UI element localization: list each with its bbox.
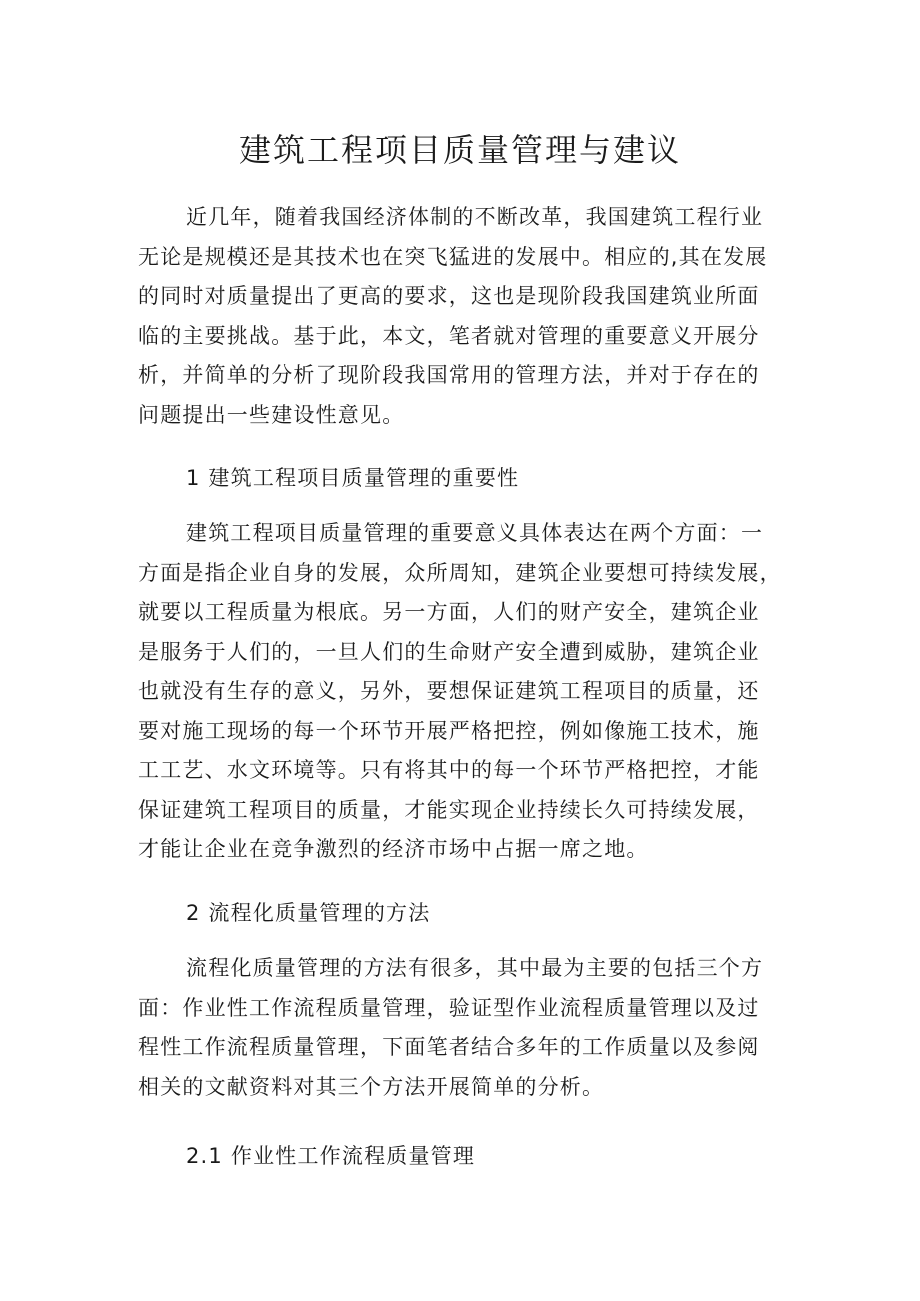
intro-line: 析，并简单的分析了现阶段我国常用的管理方法，并对于存在的	[138, 363, 760, 387]
section-1-line: 保证建筑工程项目的质量，才能实现企业持续长久可持续发展，	[138, 797, 760, 822]
section-2-paragraph	[138, 949, 790, 1107]
section-1-line: 也就没有生存的意义，另外，要想保证建筑工程项目的质量，还	[138, 679, 760, 703]
intro-line: 的同时对质量提出了更高的要求，这也是现阶段我国建筑业所面	[138, 284, 760, 308]
section-2-line: 相关的文献资料对其三个方法开展简单的分析。	[138, 1074, 605, 1099]
section-1-paragraph	[138, 514, 790, 870]
section-2-heading: 2 流程化质量管理的方法	[186, 901, 431, 925]
section-2-line: 流程化质量管理的方法有很多，其中最为主要的包括三个方	[186, 956, 764, 980]
section-2-1-heading: 2.1 作业性工作流程质量管理	[186, 1144, 476, 1168]
intro-line: 近几年，随着我国经济体制的不断改革，我国建筑工程行业	[186, 205, 764, 229]
intro-line: 临的主要挑战。基于此，本文，笔者就对管理的重要意义开展分	[138, 323, 760, 348]
section-2-line: 程性工作流程质量管理，下面笔者结合多年的工作质量以及参阅	[138, 1035, 760, 1059]
section-1-line: 才能让企业在竞争激烈的经济市场中占据一席之地。	[138, 837, 649, 861]
section-1-line: 建筑工程项目质量管理的重要意义具体表达在两个方面：一	[186, 521, 764, 545]
section-1-line: 是服务于人们的，一旦人们的生命财产安全遭到威胁，建筑企业	[138, 639, 760, 664]
document-title: 建筑工程项目质量管理与建议	[238, 131, 681, 169]
section-1-line: 就要以工程质量为根底。另一方面，人们的财产安全，建筑企业	[138, 600, 760, 624]
section-1-line: 工工艺、水文环境等。只有将其中的每一个环节严格把控，才能	[138, 758, 760, 782]
intro-line: 问题提出一些建设性意见。	[138, 402, 405, 427]
intro-paragraph	[138, 198, 790, 435]
section-1-line: 方面是指企业自身的发展，众所周知，建筑企业要想可持续发展，	[138, 560, 782, 585]
section-2-line: 面：作业性工作流程质量管理，验证型作业流程质量管理以及过	[138, 995, 760, 1020]
section-1-heading: 1 建筑工程项目质量管理的重要性	[186, 466, 520, 490]
intro-line: 无论是规模还是其技术也在突飞猛进的发展中。相应的,其在发展	[138, 244, 768, 269]
section-1-line: 要对施工现场的每一个环节开展严格把控，例如像施工技术，施	[138, 718, 760, 743]
